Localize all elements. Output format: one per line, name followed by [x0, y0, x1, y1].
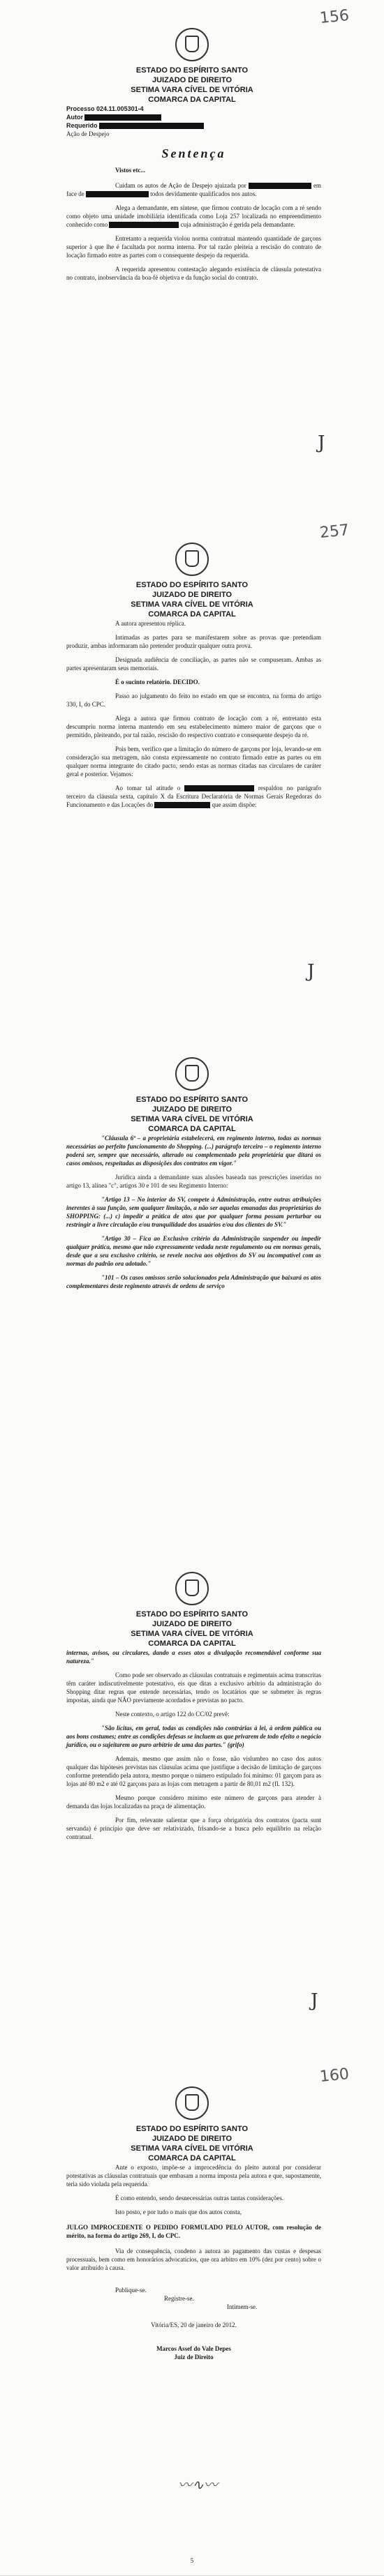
page-number: 5 — [190, 2557, 194, 2564]
header-state: ESTADO DO ESPÍRITO SANTO — [135, 2125, 249, 2133]
paragraph: Intimadas as partes para se manifestarem sobre as provas que pretendiam produzir, ambas informaram não pretender produzir qualquer outra prova. — [66, 634, 321, 649]
header-state: ESTADO DO ESPÍRITO SANTO — [135, 581, 249, 589]
paragraph: Ademais, mesmo que assim não o fosse, não vislumbro no caso dos autos qualquer das hipóteses previstas nas cláusulas acima que justifique a decisão de limitação de garçons conforme pretendido pela autora, mesmo porque o número estipulado foi mínimo: 01 garçom para as lojas até 80 m2 e até 02 garçons para as lojas com metragem a partir de 80,01 m2 (fl. 132). — [66, 1755, 321, 1787]
paragraph: Passo ao julgamento do feito no estado em que se encontra, na forma do artigo 330, I, do CPC. — [66, 692, 321, 708]
document-page-1 — [0, 0, 384, 515]
judge-title: Juiz de Direito — [174, 2354, 214, 2361]
quoted-article: "São lícitas, em geral, todas as condições não contrárias à lei, à ordem pública ou aos bons costumes; entre as condições defesas se incluem as que privarem de todo efeito o negócio jurídico, ou o sujeitarem ao puro arbítrio de uma das partes." (grifo) — [66, 1725, 321, 1748]
quoted-clause: "Cláusula 6ª – a proprietária estabelecerá, em regimento interno, todas as normas necessárias ao perfeito funcionamento do Shopping. (...) parágrafo terceiro – o regimento interno poderá ser, sempre que necessário, alterado ou complementado pela proprietária que ditará os casos omissos, respeitadas as disposições dos contratos em vigor." — [66, 1135, 321, 1167]
header-court: JUIZADO DE DIREITO — [152, 2135, 232, 2143]
coat-of-arms-icon — [175, 1057, 209, 1091]
paragraph: Cuidam os autos de Ação de Despejo ajuizada por em face de todos devidamente qualificados nos autos. — [66, 182, 321, 197]
paragraph: Mesmo porque considero mínimo este número de garçons para atender à demanda das lojas localizadas na praça de alimentação. — [66, 1794, 321, 1810]
coat-of-arms-icon — [175, 543, 209, 576]
plaintiff-label: Autor — [66, 114, 83, 121]
paragraph: Designada audiência de conciliação, as partes não se compuseram. Ambas as partes apresentaram seus memoriais. — [66, 656, 321, 672]
header-court: JUIZADO DE DIREITO — [152, 1620, 232, 1628]
header-state: ESTADO DO ESPÍRITO SANTO — [135, 1096, 249, 1104]
vistos-heading: Vistos etc... — [115, 167, 146, 174]
header-chamber: SETIMA VARA CÍVEL DE VITÓRIA — [131, 1115, 253, 1123]
header-chamber: SETIMA VARA CÍVEL DE VITÓRIA — [131, 2144, 253, 2153]
judge-name: Marcos Assef do Vale Depes — [156, 2345, 231, 2352]
header-state: ESTADO DO ESPÍRITO SANTO — [135, 66, 249, 75]
defendant-label: Requerido — [66, 122, 98, 129]
quoted-clause: "101 – Os casos omissos serão solucionados pela Administração que baixará os atos complementares deste regimento através de ordens de serviço — [66, 1274, 321, 1289]
paragraph: Neste contexto, o artigo 122 do CC/02 prevê: — [115, 1711, 230, 1718]
document-page-3 — [0, 1029, 384, 1545]
decision-text: JULGO IMPROCEDENTE O PEDIDO FORMULADO PELO AUTOR, com resolução de mérito, na forma do artigo 269, I, do CPC. — [66, 2224, 321, 2239]
header-district: COMARCA DA CAPITAL — [148, 1125, 236, 1133]
paragraph: Por fim, relevante salientar que a força obrigatória dos contratos (pacta sunt servanda) é princípio que deve ser relativizado, frisando-se a busca pelo equilíbrio na relação contratual. — [66, 1817, 321, 1840]
closing-register: Registre-se. — [164, 2295, 194, 2302]
header-court: JUIZADO DE DIREITO — [152, 591, 232, 599]
page-body — [66, 1134, 321, 1296]
header-state: ESTADO DO ESPÍRITO SANTO — [135, 1610, 249, 1619]
initials-mark: J — [318, 432, 325, 453]
page-body — [66, 2163, 321, 2361]
page-body — [66, 1649, 321, 1847]
header-chamber: SETIMA VARA CÍVEL DE VITÓRIA — [131, 600, 253, 609]
place-date: Vitória/ES, 20 de janeiro de 2012. — [151, 2321, 237, 2328]
quoted-clause: internas, avisos, ou circulares, dando a esses atos a divulgação recomendável conforme sua natureza." — [66, 1649, 321, 1665]
section-heading: É o sucinto relatório. DECIDO. — [115, 679, 200, 685]
coat-of-arms-icon — [175, 2086, 209, 2120]
margin-annotation: 160 — [318, 2065, 350, 2086]
court-header — [0, 1057, 384, 1134]
header-chamber: SETIMA VARA CÍVEL DE VITÓRIA — [131, 1630, 253, 1638]
paragraph: Entretanto a requerida violou norma contratual mantendo quantidade de garçons superior à que lhe é facultada por norma interna. Por tal razão pleiteia a rescisão do contrato de locação firmado entre as partes com o consequente despejo da requerida. — [66, 235, 321, 259]
quoted-clause: "Artigo 30 – Fica ao Exclusivo critério da Administração suspender ou impedir qualquer prática, mesmo que não expressamente vedada neste regulamento ou em normas gerais, desde que a seu exclusivo critério, se revele nociva aos objetivos do SV ou incompatível com as normas do padrão ora adotado." — [66, 1235, 321, 1267]
header-court: JUIZADO DE DIREITO — [152, 76, 232, 84]
closing-notify: Intimem-se. — [227, 2303, 258, 2310]
paragraph: Pois bem, verifico que a limitação do número de garçons por loja, levando-se em consideração sua metragem, não consta expressamente no contrato firmado entre as partes ou em qualquer norma integrante do citado pacto, sendo estas as normas citadas nas circulares de caráter geral e posterior. Vejamos: — [66, 745, 321, 778]
paragraph: Via de consequência, condeno a autora ao pagamento das custas e despesas processuais, bem como em honorários advocatícios, que ora arbitro em 10% (dez por cento) sobre o valor atribuído à causa. — [66, 2248, 321, 2271]
case-number: Processo 024.11.005301-4 — [66, 105, 144, 112]
signature-block — [66, 2321, 321, 2361]
document-page-2 — [0, 515, 384, 1030]
margin-annotation: 156 — [318, 6, 350, 28]
header-district: COMARCA DA CAPITAL — [148, 2154, 236, 2162]
header-district: COMARCA DA CAPITAL — [148, 1639, 236, 1648]
document-page-4 — [0, 1544, 384, 2059]
quoted-clause: "Artigo 13 – No interior do SV, compete à Administração, entre outras atribuições inerentes à sua função, sem qualquer limitação, a não ser aquelas emanadas das proprietárias do SHOPPING: (...) c) impedir a prática de atos que por qualquer forma possam perturbar ou restringir a livre circulação e/ou tranquilidade dos usuários e/ou dos clientes do SV." — [66, 1196, 321, 1228]
page-body — [66, 619, 321, 815]
paragraph: Como pode ser observado as cláusulas contratuais e regimentais acima transcritas têm caráter indiscutivelmente potestativo, eis que ditas a exclusivo arbítrio da administração do Shopping ditar regras que entende necessárias, tendo os locatários que se submeter às regras impostas, ainda que NÃO previamente acordados e previstas no pacto. — [66, 1672, 321, 1704]
court-header — [0, 1572, 384, 1649]
document-page-5 — [0, 2059, 384, 2576]
action-type: Ação de Despejo — [66, 130, 110, 137]
initials-mark: J — [311, 1990, 318, 2011]
header-chamber: SETIMA VARA CÍVEL DE VITÓRIA — [131, 86, 253, 94]
margin-annotation: 257 — [318, 521, 350, 543]
handwritten-signature: 〰∿〰 — [178, 2476, 218, 2493]
paragraph: É como entendo, sendo desnecessárias outras tantas considerações. — [115, 2195, 284, 2202]
closing-formulas — [66, 2286, 321, 2311]
coat-of-arms-icon — [175, 28, 209, 61]
paragraph: Juridica ainda a demandante suas alusões baseada nas prescrições inseridas no artigo 13, alínea "c", artigos 30 e 101 de seu Regimento Interno: — [66, 1174, 321, 1189]
court-header — [0, 2086, 384, 2163]
coat-of-arms-icon — [175, 1572, 209, 1605]
paragraph: A requerida apresentou contestação alegando existência de cláusula potestativa no contrato, inobservância da boa-fé objetiva e da função social do contrato. — [66, 266, 321, 281]
header-district: COMARCA DA CAPITAL — [148, 96, 236, 104]
court-header — [0, 543, 384, 619]
paragraph: Ao tomar tal atitude o respaldou no parágrafo terceiro da cláusula sexta, capítulo X da Escritura Declaratória de Normas Gerais Regedoras do Funcionamento e das Locações do que assim dispõe: — [66, 785, 322, 808]
paragraph: Alega a demandante, em síntese, que firmou contrato de locação com a ré sendo como objeto uma unidade imobiliária identificada como Loja 257 localizada no empreendimento conhecido como cuja administração é gerida pela demandante. — [66, 204, 321, 228]
paragraph: Ante o exposto, impõe-se a improcedência do pleito autoral por considerar potestativas as cláusulas contratuais que embasam a norma imposta pela autora e que, supostamente, teria sido violada pela requerida. — [66, 2164, 321, 2188]
page-body — [66, 105, 321, 287]
header-district: COMARCA DA CAPITAL — [148, 610, 236, 619]
paragraph: A autora apresentou réplica. — [115, 620, 186, 627]
court-header — [0, 28, 384, 105]
case-metadata — [66, 105, 321, 138]
paragraph: Alega a autora que firmou contrato de locação com a ré, entretanto esta descumpriu norma interna mantendo em seu estabelecimento número maior de garçons que o permitido, pleiteando, por tal razão, rescisão do respectivo contrato e consequente despejo da ré. — [66, 715, 321, 738]
initials-mark: J — [307, 961, 315, 982]
header-court: JUIZADO DE DIREITO — [152, 1105, 232, 1114]
paragraph: Isto posto, e por tudo o mais que dos autos consta, — [115, 2208, 242, 2215]
sentence-title: Sentença — [161, 146, 226, 160]
closing-publish: Publique-se. — [115, 2287, 147, 2294]
